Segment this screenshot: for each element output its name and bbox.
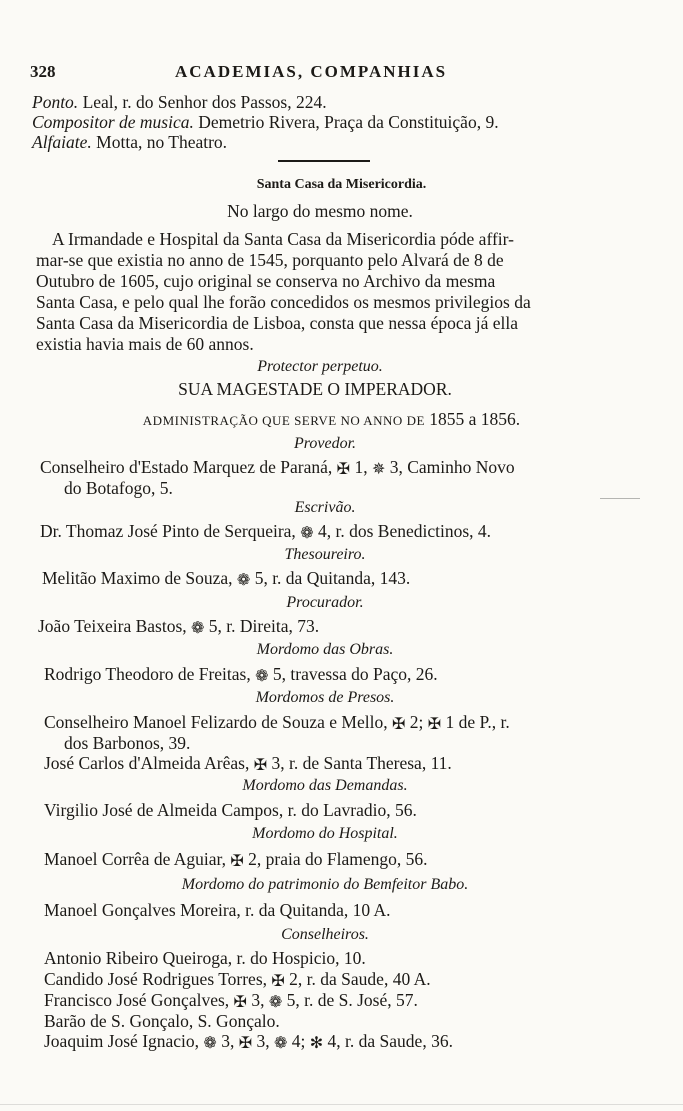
person-line [44,1030,453,1055]
intro-line: mar-se que existia no anno de 1545, porquanto pelo Alvará de 8 de [36,250,504,270]
person-text: 2, praia do Flamengo, 56. [248,849,428,869]
protector-label: Protector perpetuo. [257,358,383,375]
trade-text: Leal, r. do Senhor dos Passos, 224. [82,92,327,112]
person-line: Virgilio José de Almeida Campos, r. do Lavradio, 56. [44,800,417,820]
office-mordomo-patrimonio: Mordomo do patrimonio do Bemfeitor Babo. [181,876,469,893]
cross-icon: ✠ [271,973,285,990]
rose-icon: ❁ [255,668,269,685]
trade-role: Alfaiate. [32,132,92,152]
office-escrivao: Escrivão. [294,499,356,516]
person-text: Manoel Corrêa de Aguiar, [44,849,227,869]
person-line: Antonio Ribeiro Queiroga, r. do Hospicio, 10. [44,948,366,968]
cross-icon: ✠ [336,461,351,478]
administration-years: 1855 a 1856. [429,409,521,429]
trade-role: Compositor de musica. [32,112,194,132]
office-mordomo-demandas: Mordomo das Demandas. [242,777,408,794]
person-line: Barão de S. Gonçalo, S. Gonçalo. [44,1011,280,1031]
section-rule [278,160,370,162]
rose-icon: ❁ [273,1035,288,1052]
person-text: 2, r. da Saude, 40 A. [289,969,431,989]
cross-icon: ✠ [238,1035,253,1052]
running-header [30,60,630,86]
person-line [40,520,491,545]
person-text: 3, [256,1031,270,1051]
person-text: Melitão Maximo de Souza, [42,568,233,588]
cross-icon: ✠ [391,716,406,733]
person-text: 5, r. da Quitanda, 143. [254,568,411,588]
trade-line [32,131,227,153]
person-text: Conselheiro d'Estado Marquez de Paraná, [40,457,333,477]
office-procurador: Procurador. [286,594,364,611]
running-title: ACADEMIAS, COMPANHIAS [175,62,448,81]
rose-icon: ❁ [191,620,205,637]
office-mordomos-presos: Mordomos de Presos. [255,689,395,706]
intro-line: Santa Casa da Misericordia de Lisboa, consta que nessa época já ella [36,313,519,333]
scan-mark [600,498,640,499]
person-text: 1, [354,457,368,477]
intro-line: Outubro de 1605, cujo original se conserva no Archivo da mesma [36,271,496,291]
trade-text: Motta, no Theatro. [96,132,228,152]
person-text: 5, r. de S. José, 57. [286,990,418,1010]
person-line [42,567,410,592]
cross-icon: ✠ [253,757,268,774]
scan-mark [0,1104,683,1105]
snowflake-icon: ✻ [309,1035,324,1052]
office-thesoureiro: Thesoureiro. [284,546,366,563]
person-text: 1 de P., r. [445,712,510,732]
person-text: 3, [221,1031,235,1051]
person-text: Joaquim José Ignacio, [44,1031,200,1051]
office-mordomo-hospital: Mordomo do Hospital. [252,825,398,842]
person-line: Manoel Gonçalves Moreira, r. da Quitanda, 10 A. [44,900,391,920]
office-mordomo-obras: Mordomo das Obras. [256,641,394,658]
rose-icon: ❁ [236,572,251,589]
intro-line: Santa Casa, e pelo qual lhe forão concedidos os mesmos privilegios da [36,292,531,312]
person-text: 4; [291,1031,306,1051]
rose-icon: ❁ [203,1035,217,1052]
person-text: 4, r. da Saude, 36. [327,1031,453,1051]
person-line [44,752,452,777]
office-provedor: Provedor. [293,435,357,452]
intro-line: A Irmandade e Hospital da Santa Casa da Misericordia póde affir- [52,229,514,249]
person-text: Rodrigo Theodoro de Freitas, [44,664,251,684]
person-text: 2; [409,712,424,732]
rose-icon: ❁ [268,994,283,1011]
intro-line: existia havia mais de 60 annos. [36,334,254,354]
cross-icon: ✠ [233,994,247,1011]
person-text: 4, r. dos Benedictinos, 4. [317,521,492,541]
protector-name: SUA MAGESTADE O IMPERADOR. [178,379,452,399]
person-line [44,663,438,688]
person-text: 5, r. Direita, 73. [208,616,320,636]
section-location: No largo do mesmo nome. [227,201,413,221]
office-conselheiros: Conselheiros. [281,926,369,943]
trade-text: Demetrio Rivera, Praça da Constituição, 9. [198,112,499,132]
person-text: 3, [251,990,265,1010]
trade-role: Ponto. [32,92,79,112]
trade-line [32,91,327,113]
cross-icon: ✠ [427,716,442,733]
administration-heading [0,408,663,432]
person-text: José Carlos d'Almeida Arêas, [44,753,250,773]
rose-icon: ❁ [300,525,314,542]
person-text: 5, travessa do Paço, 26. [272,664,438,684]
star-icon: ✵ [371,461,386,478]
person-line: dos Barbonos, 39. [64,733,191,753]
person-line: do Botafogo, 5. [64,478,173,498]
person-text: Candido José Rodrigues Torres, [44,969,268,989]
cross-icon: ✠ [230,853,244,870]
section-title: Santa Casa da Misericordia. [256,177,427,192]
trade-line [32,111,499,133]
person-text: Francisco José Gonçalves, [44,990,230,1010]
person-text: João Teixeira Bastos, [38,616,187,636]
person-text: 3, Caminho Novo [389,457,515,477]
person-line [38,615,319,640]
person-text: Dr. Thomaz José Pinto de Serqueira, [40,521,296,541]
administration-label: ADMINISTRAÇÃO QUE SERVE NO ANNO DE [142,413,425,428]
page-number: 328 [30,62,56,81]
person-text: 3, r. de Santa Theresa, 11. [271,753,452,773]
person-text: Conselheiro Manoel Felizardo de Souza e Mello, [44,712,388,732]
person-line [44,848,428,873]
